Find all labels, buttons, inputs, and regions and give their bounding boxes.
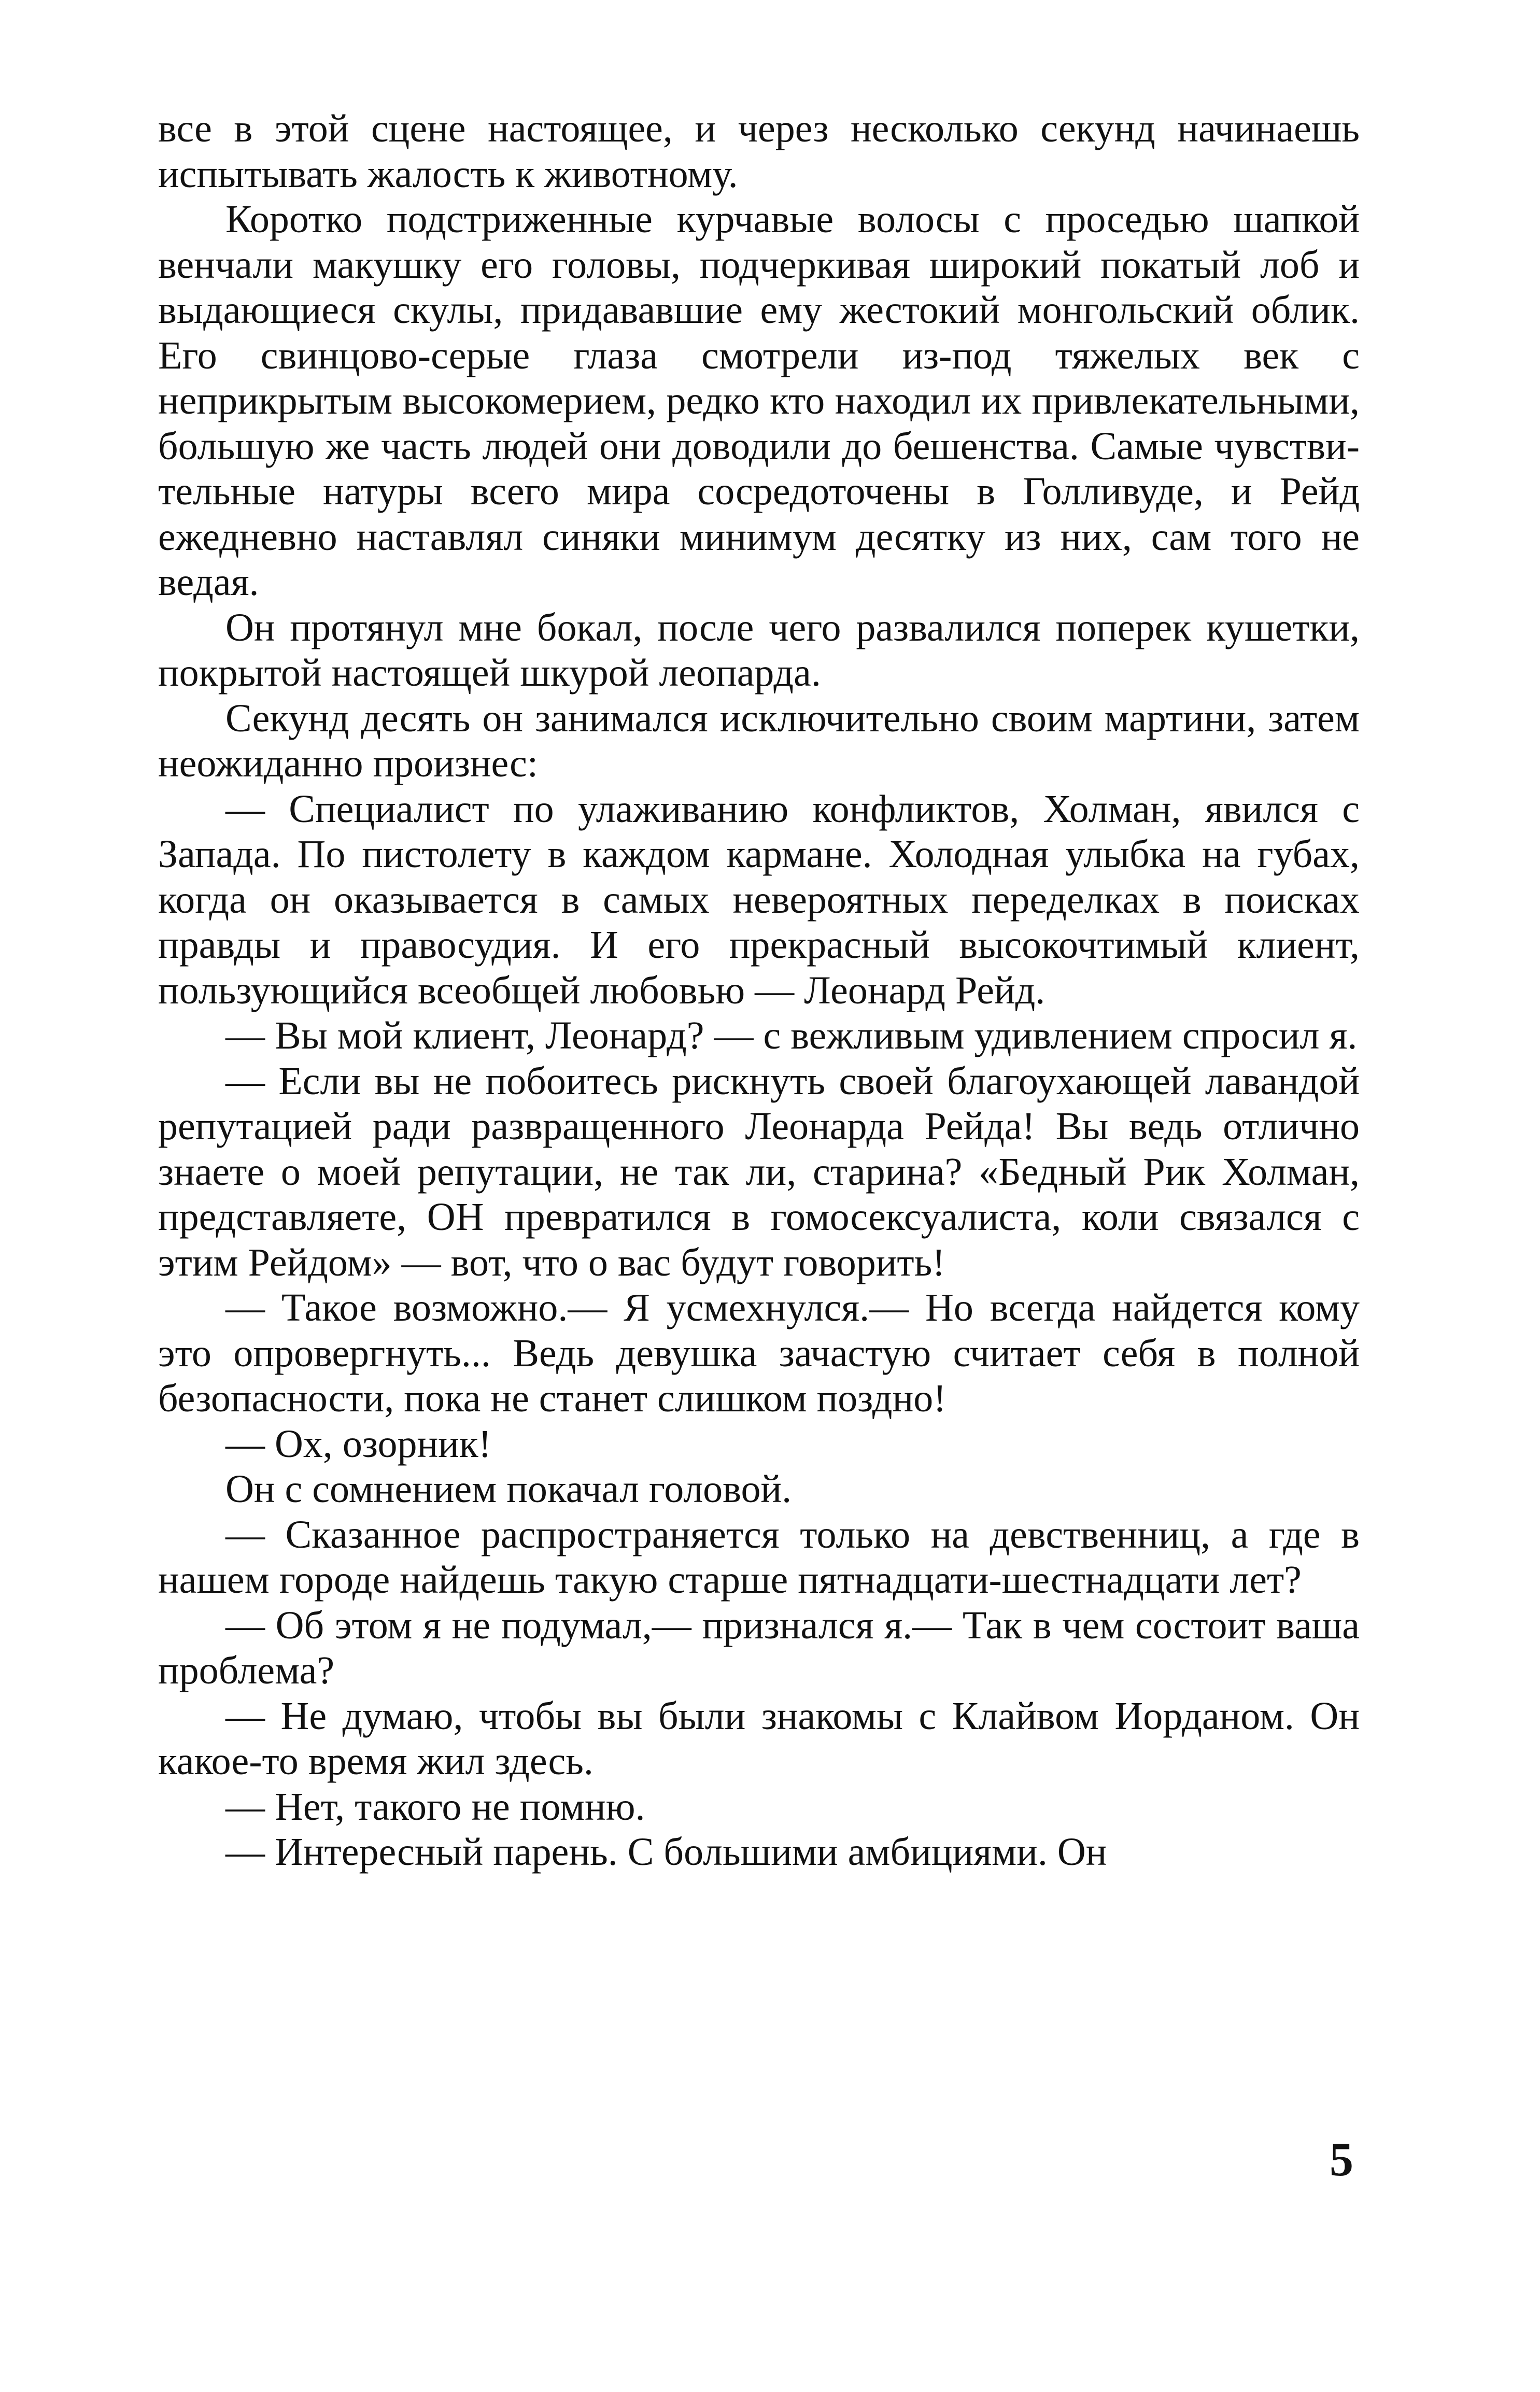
- paragraph-14: — Нет, такого не помню.: [225, 1785, 645, 1829]
- paragraph-4: Секунд десять он занимался исключительно своим мартини, затем неожиданно произнес:: [158, 696, 1360, 785]
- page-number: 5: [1330, 2133, 1353, 2186]
- paragraph-13: — Не думаю, чтобы вы были знакомы с Клайвом Иорданом. Он какое-то время жил здесь.: [158, 1694, 1360, 1783]
- paragraph-10: Он с сомнением покачал головой.: [225, 1467, 792, 1511]
- paragraph-2: Коротко подстриженные курчавые волосы с проседью шапкой венчали макушку его головы, подчеркивая широкий покатый лоб и выдающиеся скулы, придававшие ему жестокий монгольский облик. Его свинцово-серые глаза смотрели из-под тяжелых век с неприкрытым высокомерием, редко кто находил их привлекательными, большую же часть людей они доводили до бешенства. Самые чувствительные натуры всего мира сосредоточены в Голливуде, и Рейд ежедневно наставлял синяки минимум десятку из них, сам того не ведая.: [158, 197, 1360, 604]
- paragraph-6: — Вы мой клиент, Леонард? — с вежливым удивлением спросил я.: [225, 1014, 1358, 1057]
- body-text: [158, 106, 1360, 1875]
- paragraph-1: все в этой сцене настоящее, и через несколько секунд начинаешь испытывать жалость к животному.: [158, 107, 1360, 196]
- paragraph-11: — Сказанное распространяется только на девственниц, а где в нашем городе найдешь такую старше пятнадцати-шестнадцати лет?: [158, 1512, 1360, 1602]
- paragraph-7: — Если вы не побоитесь рискнуть своей благоухающей лавандой репутацией ради развращенного Леонарда Рейда! Вы ведь отлично знаете о моей репутации, не так ли, старина? «Бедный Рик Холман, представляете, ОН превратился в гомосексуалиста, коли связался с этим Рейдом» — вот, что о вас будут говорить!: [158, 1059, 1360, 1284]
- paragraph-3: Он протянул мне бокал, после чего развалился поперек кушетки, покрытой настоящей шкурой леопарда.: [158, 605, 1360, 695]
- paragraph-9: — Ох, озорник!: [225, 1422, 492, 1466]
- paragraph-12: — Об этом я не подумал,— признался я.— Так в чем состоит ваша проблема?: [158, 1603, 1360, 1692]
- paragraph-5: — Специалист по улаживанию конфликтов, Холман, явился с Запада. По пистолету в каждом кармане. Холодная улыбка на губах, когда он оказывается в самых невероятных переделках в поисках правды и правосудия. И его прекрасный высокочтимый клиент, пользующийся всеобщей любовью — Леонард Рейд.: [158, 787, 1360, 1012]
- paragraph-15: — Интересный парень. С большими амбициями. Он: [225, 1830, 1107, 1874]
- paragraph-8: — Такое возможно.— Я усмехнулся.— Но всегда найдется кому это опровергнуть... Ведь девушка зачастую считает себя в полной безопасности, пока не станет слишком поздно!: [158, 1286, 1360, 1420]
